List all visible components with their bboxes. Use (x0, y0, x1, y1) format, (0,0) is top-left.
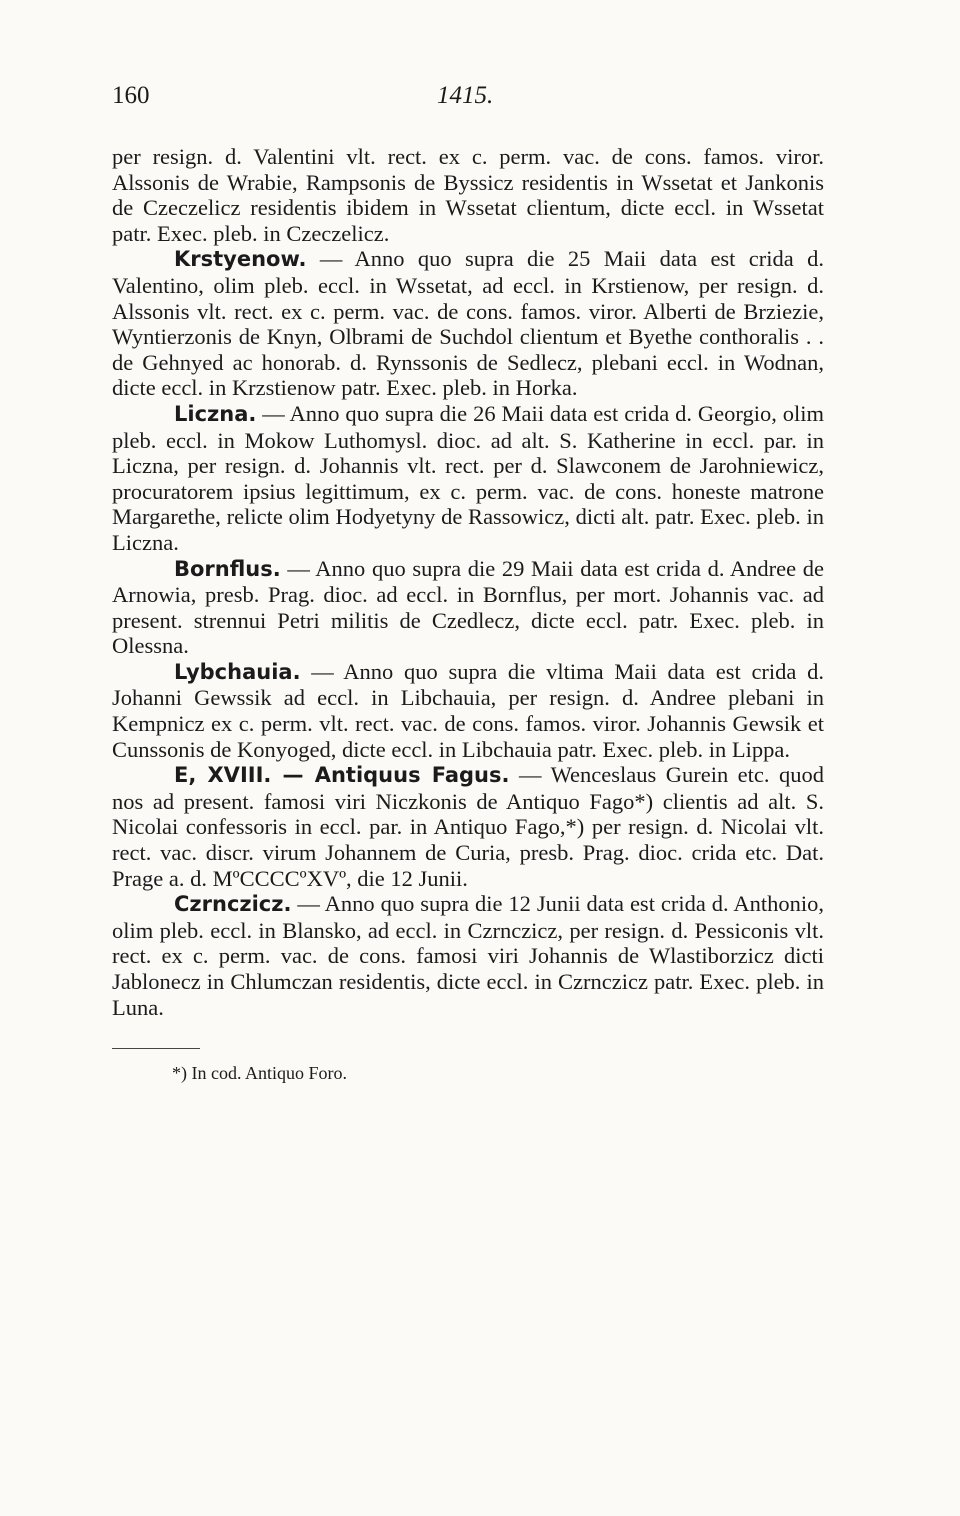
page-header (112, 82, 824, 122)
paragraph-continued (112, 144, 824, 246)
document-page (112, 82, 824, 1084)
entry-text: — Anno quo supra die 25 Maii data est crida d. Valentino, olim pleb. eccl. in Wssetat, ad eccl. in Krstienow, per resign. d. Alssonis vlt. rect. ex c. perm. vac. de cons. famos. viror. Alberti de Brziezie, Wyntierzonis de Knyn, Olbrami de Suchdol clientum et Byethe conthoralis . . de Gehnyed ac honorab. d. Rynssonis de Sedlecz, plebani eccl. in Wodnan, dicte eccl. in Krzstienow patr. Exec. pleb. in Horka. (112, 246, 824, 401)
document-body (112, 144, 824, 1020)
entry-lybchauia (112, 659, 824, 762)
entry-text: — Wenceslaus Gurein etc. quod nos ad present. famosi viri Niczkonis de Antiquo Fago*) clientis ad alt. S. Nicolai confessoris in eccl. par. in Antiquo Fago,*) per resign. d. Nicolai vlt. rect. vac. discr. virum Johannem de Curia, presb. Prag. dioc. crida etc. Dat. Prage a. d. MºCCCCºXVº, die 12 Junii. (112, 762, 825, 891)
entry-czrnczicz (112, 891, 824, 1020)
entry-text: — Anno quo supra die 26 Maii data est crida d. Georgio, olim pleb. eccl. in Mokow Luthomysl. dioc. ad alt. S. Katherine in eccl. par. in Liczna, per resign. d. Johannis vlt. rect. per d. Slawconem de Jarohniewicz, procuratorem ipsius legittimum, ex c. perm. vac. de cons. honeste matrone Margarethe, relicte olim Hodyetyny de Rassowicz, dicti alt. patr. Exec. pleb. in Liczna. (112, 400, 824, 555)
entry-liczna (112, 401, 824, 556)
entry-heading: Liczna. (174, 401, 257, 426)
entry-text: — Anno quo supra die 12 Junii data est crida d. Anthonio, olim pleb. eccl. in Blansko, ad eccl. in Czrnczicz, per resign. d. Pessiconis vlt. rect. ex c. perm. vac. de cons. famosi viri Johannis de Wlastiborzicz dicti Jablonecz in Chlumczan residentis, dicte eccl. in Czrnczicz patr. Exec. pleb. in Luna. (112, 891, 825, 1020)
entry-bornflus (112, 556, 824, 659)
entry-text: — Anno quo supra die vltima Maii data est crida d. Johanni Gewssik ad eccl. in Libchauia, per resign. d. Andree plebani in Kempnicz ex c. perm. vlt. rect. vac. de cons. famos. viror. Johannis Gewsik et Cunssonis de Konyoged, dicte eccl. in Libchauia patr. Exec. pleb. in Lippa. (112, 658, 825, 762)
paragraph-text: per resign. d. Valentini vlt. rect. ex c. perm. vac. de cons. famos. viror. Alssonis de Wrabie, Rampsonis de Byssicz residentis in Wssetat et Jankonis de Czeczelicz residentis ibidem in Wssetat clientum, dicte eccl. in Wssetat patr. Exec. pleb. in Czeczelicz. (112, 144, 824, 246)
footnote: *) In cod. Antiquo Foro. (172, 1063, 347, 1084)
page-number: 160 (112, 82, 150, 109)
entry-heading: Krstyenow. (174, 247, 307, 272)
entry-krstyenow (112, 246, 824, 401)
footnote-divider (112, 1048, 200, 1049)
running-title-year: 1415. (437, 82, 494, 109)
entry-heading: Czrnczicz. (174, 892, 292, 917)
entry-antiquus-fagus (112, 762, 824, 891)
entry-text: — Anno quo supra die 29 Maii data est crida d. Andree de Arnowia, presb. Prag. dioc. ad eccl. in Bornflus, per mort. Johannis vac. ad present. strennui Petri militis de Czedlecz, dicte eccl. patr. Exec. pleb. in Olessna. (112, 555, 824, 659)
entry-heading: E, XVIII. — Antiquus Fagus. (174, 763, 510, 788)
entry-heading: Lybchauia. (174, 659, 301, 684)
entry-heading: Bornflus. (174, 556, 281, 581)
